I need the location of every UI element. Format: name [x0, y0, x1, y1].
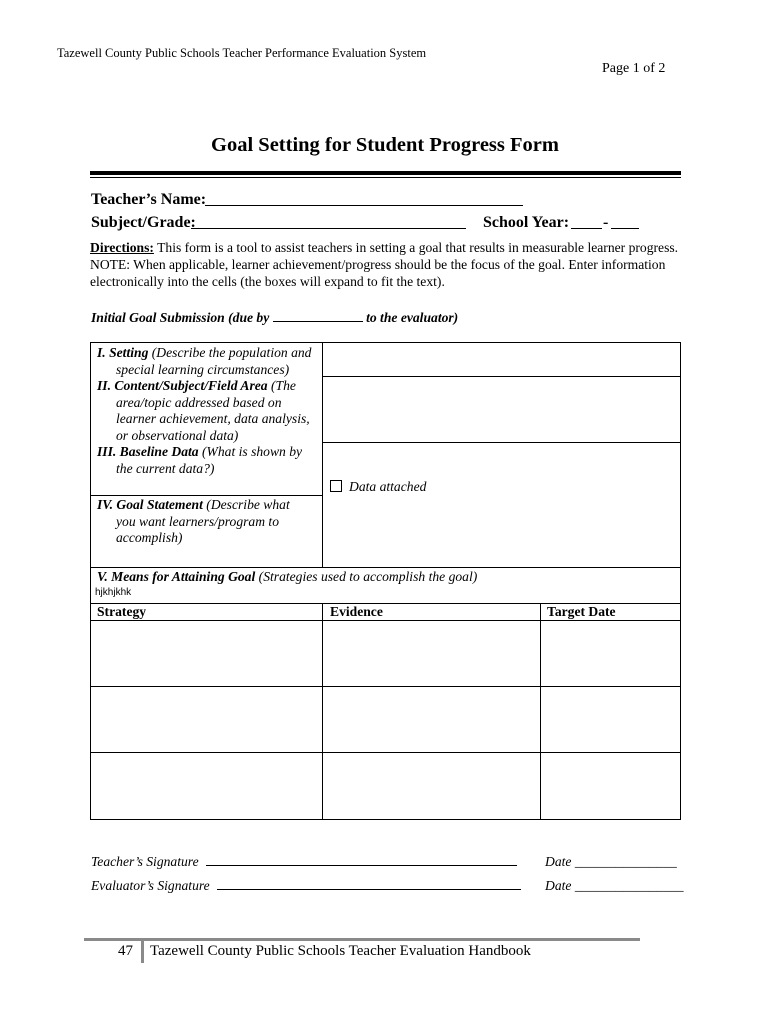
subject-grade-label: Subject/Grade: [91, 214, 196, 231]
strategy-cell-1[interactable] [92, 622, 321, 685]
strategy-cell-3[interactable] [92, 754, 321, 818]
row-line-content [322, 442, 681, 443]
teacher-date [545, 854, 677, 870]
teacher-date-label: Date [545, 854, 572, 869]
footer-handbook-title: Tazewell County Public Schools Teacher Evaluation Handbook [150, 943, 531, 959]
target-date-cell-1[interactable] [542, 622, 679, 685]
school-year-label: School Year: [483, 214, 570, 231]
teacher-name-field[interactable] [205, 205, 523, 206]
row-line-strategy-header [90, 620, 681, 621]
title-rule-thin [90, 177, 681, 178]
school-year-end-field[interactable] [611, 228, 639, 229]
baseline-heading: III. Baseline Data [97, 444, 199, 459]
data-attached-checkbox[interactable] [330, 480, 342, 492]
setting-heading: I. Setting [97, 345, 149, 360]
evidence-cell-2[interactable] [324, 688, 539, 751]
evaluator-date-field[interactable]: ________________ [574, 878, 684, 893]
row-line-goal [90, 567, 681, 568]
directions-text: This form is a tool to assist teachers in setting a goal that results in measurable learner progress. NOTE: When applicable, learner achievement/progress should be the focus of the goal. Enter information electronically into the cells (the boxes will expand to fit the text). [90, 240, 679, 289]
column-header-strategy: Strategy [97, 604, 147, 619]
subject-grade-field[interactable] [191, 228, 466, 229]
footer-page-number: 47 [118, 943, 133, 959]
page-indicator: Page 1 of 2 [602, 61, 666, 76]
row-line-strategy-1 [90, 686, 681, 687]
baseline-line2: the current data?) [116, 460, 215, 476]
evidence-cell-1[interactable] [324, 622, 539, 685]
section-setting [97, 345, 322, 378]
initial-submission [91, 310, 458, 326]
row-line-strategy-2 [90, 752, 681, 753]
evaluator-signature-field[interactable] [217, 889, 521, 890]
means-description: (Strategies used to accomplish the goal) [258, 569, 478, 584]
strategy-col-divider-2 [540, 603, 541, 820]
teacher-date-field[interactable]: _______________ [574, 854, 677, 869]
setting-line2: special learning circumstances) [116, 361, 290, 377]
school-year-separator: - [603, 214, 609, 231]
footer-separator [141, 941, 144, 963]
means-entered-text[interactable]: hjkhjkhk [95, 587, 132, 598]
footer-rule [84, 938, 640, 941]
section-means [97, 569, 677, 586]
school-year-start-field[interactable] [571, 228, 602, 229]
baseline-line1: (What is shown by [202, 444, 303, 459]
title-rule [90, 171, 681, 175]
initial-submission-prefix: Initial Goal Submission (due by [91, 310, 270, 325]
content-line1: (The [270, 378, 296, 393]
content-line4: or observational data) [116, 427, 239, 443]
goal-line3: accomplish) [116, 530, 183, 545]
goal-line1: (Describe what [206, 497, 290, 512]
directions-heading: Directions: [90, 240, 154, 255]
form-title: Goal Setting for Student Progress Form [211, 134, 559, 156]
due-date-field[interactable] [273, 310, 363, 322]
content-input-cell[interactable] [324, 378, 679, 441]
goal-input-cell[interactable] [324, 497, 679, 566]
row-line-baseline [90, 495, 322, 496]
content-line2: area/topic addressed based on [116, 394, 282, 410]
row-line-setting [322, 376, 681, 377]
column-header-evidence: Evidence [330, 604, 383, 619]
baseline-input-cell[interactable] [324, 444, 679, 478]
evaluator-signature-label: Evaluator’s Signature [91, 878, 210, 893]
content-heading: II. Content/Subject/Field Area [97, 378, 268, 393]
header-system-name: Tazewell County Public Schools Teacher Performance Evaluation System [57, 46, 427, 60]
strategy-cell-2[interactable] [92, 688, 321, 751]
teacher-signature-field[interactable] [206, 865, 517, 866]
directions [90, 239, 682, 290]
target-date-cell-3[interactable] [542, 754, 679, 818]
setting-input-cell[interactable] [324, 344, 679, 375]
target-date-cell-2[interactable] [542, 688, 679, 751]
evidence-cell-3[interactable] [324, 754, 539, 818]
strategy-col-divider-1 [322, 603, 323, 820]
means-heading: V. Means for Attaining Goal [97, 569, 256, 584]
section-goal [97, 497, 322, 547]
data-attached-label: Data attached [349, 479, 427, 494]
goal-line2: you want learners/program to [116, 513, 279, 529]
content-line3: learner achievement, data analysis, [116, 411, 310, 426]
column-header-target-date: Target Date [547, 604, 616, 619]
goal-heading: IV. Goal Statement [97, 497, 203, 512]
initial-submission-suffix: to the evaluator) [366, 310, 459, 325]
teacher-signature-label: Teacher’s Signature [91, 854, 199, 869]
evaluator-date [545, 878, 684, 894]
teacher-name-label: Teacher’s Name: [91, 191, 207, 208]
section-baseline [97, 444, 322, 477]
evaluator-date-label: Date [545, 878, 572, 893]
setting-line1: (Describe the population and [151, 345, 312, 360]
section-content [97, 378, 322, 444]
